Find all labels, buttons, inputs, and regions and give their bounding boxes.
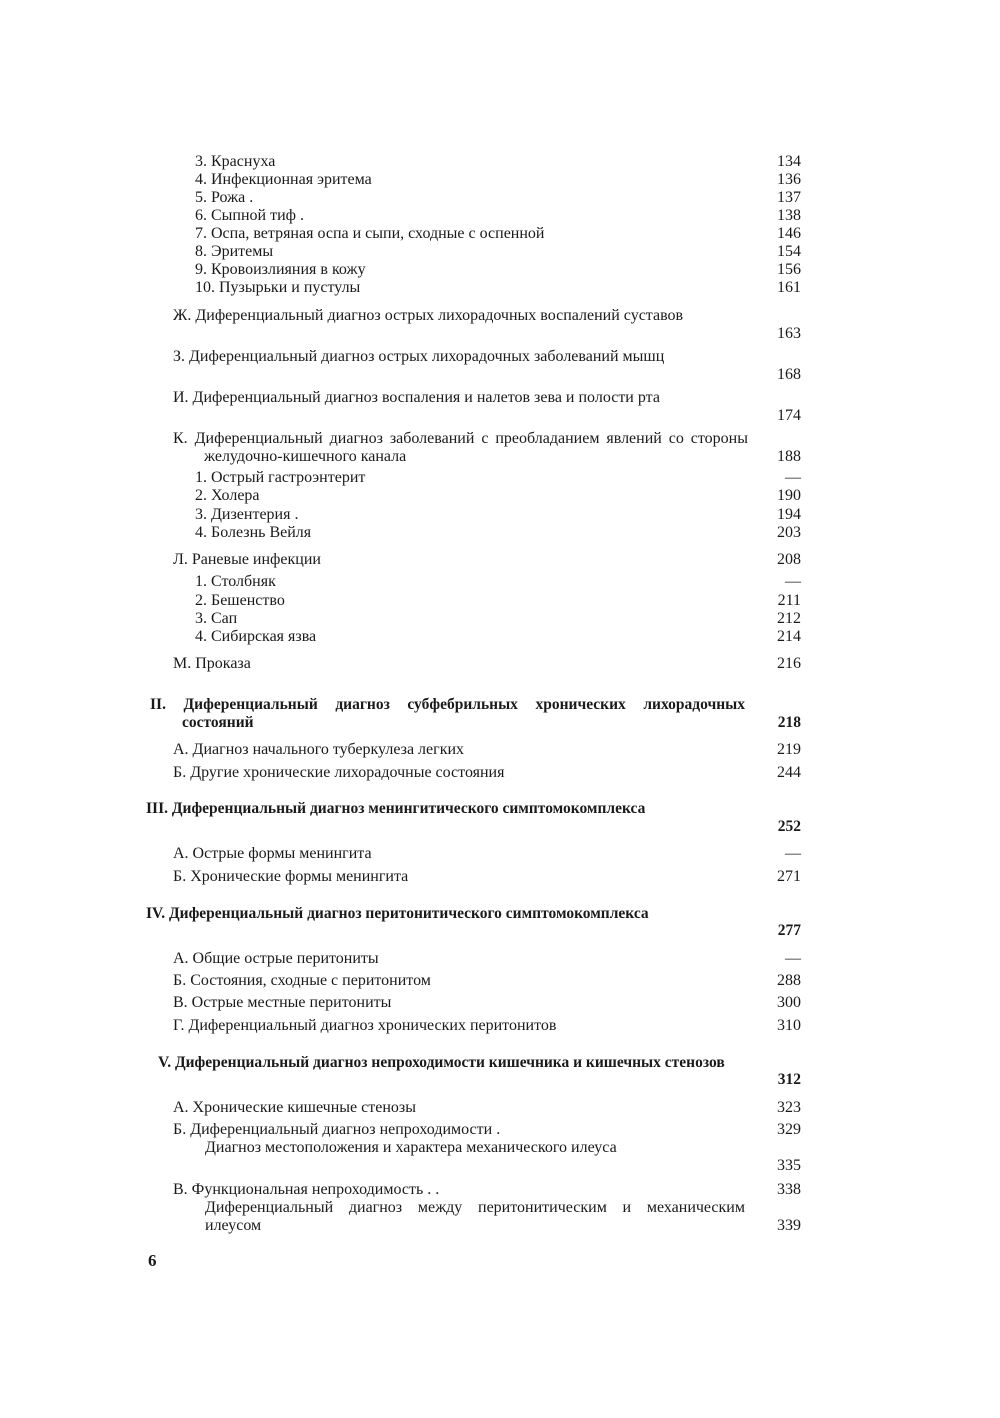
toc-entry-title: Б. Диференциальный диагноз непроходимости .	[173, 1121, 501, 1138]
toc-entry-page: 219	[777, 741, 801, 758]
toc-entry-title: 2. Бешенство	[195, 592, 285, 609]
toc-entry-page: 211	[777, 592, 801, 609]
toc-entry-title: К. Диференциальный диагноз заболеваний с преобладанием явлений со стороны желудочно-кишечного канала	[173, 430, 748, 465]
toc-entry-title: 9. Кровоизлияния в кожу	[195, 261, 366, 278]
toc-entry-page: 134	[777, 153, 801, 170]
toc-entry-title: 3. Краснуха	[195, 153, 276, 170]
toc-entry-title: 2. Холера	[195, 487, 260, 504]
toc-entry-title: З. Диференциальный диагноз острых лихорадочных заболеваний мышц	[173, 348, 665, 365]
toc-entry-page: 194	[777, 506, 801, 523]
toc-entry-page: 216	[777, 655, 801, 672]
toc-entry-page: 271	[777, 868, 801, 885]
toc-entry-page: 137	[777, 189, 801, 206]
toc-entry-title: 4. Инфекционная эритема	[195, 171, 372, 188]
toc-entry-page: —	[785, 469, 801, 486]
page-number: 6	[148, 1251, 157, 1270]
toc-entry-title: А. Общие острые перитониты	[173, 950, 379, 967]
toc-entry-page: 300	[777, 994, 801, 1011]
toc-entry-page: 146	[777, 225, 801, 242]
toc-entry-page: —	[785, 950, 801, 967]
toc-entry-title: А. Хронические кишечные стенозы	[173, 1099, 416, 1116]
toc-entry-page: 161	[777, 279, 801, 296]
toc-entry-title: 1. Острый гастроэнтерит	[195, 469, 366, 486]
toc-entry-page: 188	[777, 448, 801, 465]
toc-entry-title: А. Диагноз начального туберкулеза легких	[173, 741, 465, 758]
toc-entry-title: В. Функциональная непроходимость . .	[173, 1181, 440, 1198]
toc-entry-title: В. Острые местные перитониты	[173, 994, 392, 1011]
toc-entry-title: 6. Сыпной тиф .	[195, 207, 305, 224]
toc-entry-page: 212	[777, 610, 801, 627]
toc-chapter-page: 312	[777, 1071, 801, 1088]
toc-entry-page: —	[785, 573, 801, 590]
toc-entry-page: 203	[777, 524, 801, 541]
toc-entry-page: 329	[777, 1121, 801, 1138]
toc-entry-title: 4. Сибирская язва	[195, 628, 317, 645]
toc-entry-title: Диагноз местоположения и характера механического илеуса	[205, 1139, 617, 1156]
toc-entry-page: 339	[777, 1217, 801, 1234]
toc-entry-page: 136	[777, 171, 801, 188]
toc-entry-title: 7. Оспа, ветряная оспа и сыпи, сходные с оспенной	[195, 225, 545, 242]
toc-chapter-page: 252	[777, 818, 801, 835]
toc-entry-page: 338	[777, 1181, 801, 1198]
toc-chapter-title: III. Диференциальный диагноз менингитического симптомокомплекса	[146, 800, 646, 817]
toc-entry-page: 288	[777, 972, 801, 989]
toc-entry-title: 4. Болезнь Вейля	[195, 524, 312, 541]
toc-entry-title: Б. Хронические формы менингита	[173, 868, 409, 885]
toc-chapter-page: 218	[777, 714, 801, 731]
toc-entry-title: 1. Столбняк	[195, 573, 276, 590]
toc-entry-page: 214	[777, 628, 801, 645]
toc-entry-title: 5. Рожа .	[195, 189, 254, 206]
toc-entry-page: 154	[777, 243, 801, 260]
toc-entry-page: 168	[777, 366, 801, 383]
toc-entry-page: 156	[777, 261, 801, 278]
toc-entry-title: 3. Сап	[195, 610, 238, 627]
toc-entry-title: Л. Раневые инфекции	[173, 551, 321, 568]
toc-entry-page: 163	[777, 325, 801, 342]
toc-entry-page: 208	[777, 551, 801, 568]
toc-entry-page: 138	[777, 207, 801, 224]
toc-entry-title: Б. Состояния, сходные с перитонитом	[173, 972, 431, 989]
toc-entry-title: Ж. Диференциальный диагноз острых лихорадочных воспалений суставов	[173, 307, 684, 324]
toc-entry-title: Диференциальный диагноз между перитонитическим и механическим илеусом	[205, 1199, 745, 1234]
toc-entry-page: 323	[777, 1099, 801, 1116]
toc-entry-page: 190	[777, 487, 801, 504]
toc-entry-title: А. Острые формы менингита	[173, 845, 372, 862]
toc-entry-title: М. Проказа	[173, 655, 251, 672]
toc-entry-page: 244	[777, 764, 801, 781]
toc-entry-page: 174	[777, 407, 801, 424]
toc-chapter-title: V. Диференциальный диагноз непроходимости кишечника и кишечных стенозов	[158, 1054, 725, 1071]
toc-entry-title: Г. Диференциальный диагноз хронических перитонитов	[173, 1017, 557, 1034]
toc-chapter-title: II. Диференциальный диагноз субфебрильных хронических лихорадочных состояний	[150, 696, 745, 731]
toc-chapter-title: IV. Диференциальный диагноз перитонитического симптомокомплекса	[146, 905, 649, 922]
toc-entry-page: —	[785, 845, 801, 862]
toc-entry-page: 310	[777, 1017, 801, 1034]
toc-entry-title: 10. Пузырьки и пустулы	[195, 279, 361, 296]
toc-entry-title: И. Диференциальный диагноз воспаления и налетов зева и полости рта	[173, 389, 660, 406]
toc-entry-page: 335	[777, 1157, 801, 1174]
toc-entry-title: 3. Дизентерия .	[195, 506, 299, 523]
toc-entry-title: 8. Эритемы	[195, 243, 274, 260]
toc-entry-title: Б. Другие хронические лихорадочные состояния	[173, 764, 505, 781]
toc-chapter-page: 277	[777, 922, 801, 939]
